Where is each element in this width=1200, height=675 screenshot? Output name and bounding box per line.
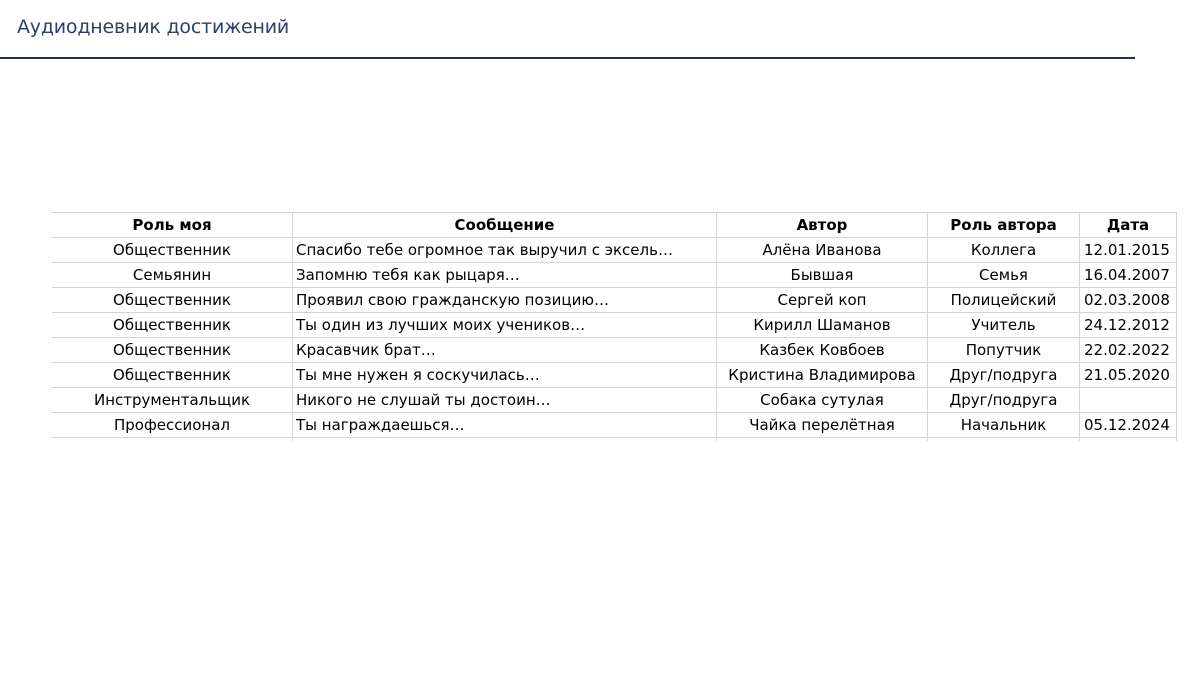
cell-author[interactable]: Алёна Иванова — [717, 238, 928, 263]
cell-author[interactable]: Бывшая — [717, 263, 928, 288]
cell-author[interactable]: Сергей коп — [717, 288, 928, 313]
column-header-my-role: Роль моя — [52, 213, 293, 238]
table-row — [52, 263, 1177, 288]
table-row-partial — [52, 438, 1177, 442]
cell-author-role[interactable]: Коллега — [928, 238, 1080, 263]
cell-author-role[interactable]: Друг/подруга — [928, 363, 1080, 388]
cell-author[interactable]: Кристина Владимирова — [717, 363, 928, 388]
table-row — [52, 363, 1177, 388]
cell-author[interactable]: Собака сутулая — [717, 388, 928, 413]
cell-my-role[interactable]: Общественник — [52, 313, 293, 338]
table-row — [52, 388, 1177, 413]
cell-my-role[interactable]: Общественник — [52, 288, 293, 313]
cell-empty — [1080, 438, 1177, 442]
cell-author[interactable]: Чайка перелётная — [717, 413, 928, 438]
cell-message[interactable]: Запомню тебя как рыцаря… — [293, 263, 717, 288]
cell-message[interactable]: Ты мне нужен я соскучилась… — [293, 363, 717, 388]
cell-my-role[interactable]: Общественник — [52, 238, 293, 263]
cell-my-role[interactable]: Профессионал — [52, 413, 293, 438]
table-row — [52, 288, 1177, 313]
cell-my-role[interactable]: Общественник — [52, 338, 293, 363]
cell-message[interactable]: Никого не слушай ты достоин… — [293, 388, 717, 413]
cell-author[interactable]: Казбек Ковбоев — [717, 338, 928, 363]
cell-empty — [293, 438, 717, 442]
table-row — [52, 238, 1177, 263]
cell-date[interactable]: 12.01.2015 — [1080, 238, 1177, 263]
cell-author-role[interactable]: Попутчик — [928, 338, 1080, 363]
cell-message[interactable]: Спасибо тебе огромное так выручил с эксель… — [293, 238, 717, 263]
table-row — [52, 413, 1177, 438]
table-row — [52, 338, 1177, 363]
cell-date[interactable]: 24.12.2012 — [1080, 313, 1177, 338]
page-title: Аудиодневник достижений — [17, 16, 290, 38]
cell-message[interactable]: Ты награждаешься… — [293, 413, 717, 438]
cell-author-role[interactable]: Учитель — [928, 313, 1080, 338]
cell-empty — [928, 438, 1080, 442]
cell-my-role[interactable]: Семьянин — [52, 263, 293, 288]
cell-author-role[interactable]: Полицейский — [928, 288, 1080, 313]
cell-empty — [52, 438, 293, 442]
cell-date[interactable]: 05.12.2024 — [1080, 413, 1177, 438]
cell-author-role[interactable]: Друг/подруга — [928, 388, 1080, 413]
achievements-table — [52, 212, 1177, 441]
column-header-author: Автор — [717, 213, 928, 238]
cell-message[interactable]: Проявил свою гражданскую позицию… — [293, 288, 717, 313]
cell-author-role[interactable]: Семья — [928, 263, 1080, 288]
cell-date[interactable]: 16.04.2007 — [1080, 263, 1177, 288]
cell-empty — [717, 438, 928, 442]
column-header-message: Сообщение — [293, 213, 717, 238]
cell-date[interactable] — [1080, 388, 1177, 413]
cell-message[interactable]: Красавчик брат… — [293, 338, 717, 363]
cell-my-role[interactable]: Общественник — [52, 363, 293, 388]
cell-author[interactable]: Кирилл Шаманов — [717, 313, 928, 338]
table-header-row — [52, 213, 1177, 238]
cell-message[interactable]: Ты один из лучших моих учеников… — [293, 313, 717, 338]
title-divider — [0, 57, 1135, 59]
cell-author-role[interactable]: Начальник — [928, 413, 1080, 438]
column-header-date: Дата — [1080, 213, 1177, 238]
column-header-author-role: Роль автора — [928, 213, 1080, 238]
cell-date[interactable]: 21.05.2020 — [1080, 363, 1177, 388]
cell-my-role[interactable]: Инструментальщик — [52, 388, 293, 413]
cell-date[interactable]: 22.02.2022 — [1080, 338, 1177, 363]
table-row — [52, 313, 1177, 338]
cell-date[interactable]: 02.03.2008 — [1080, 288, 1177, 313]
